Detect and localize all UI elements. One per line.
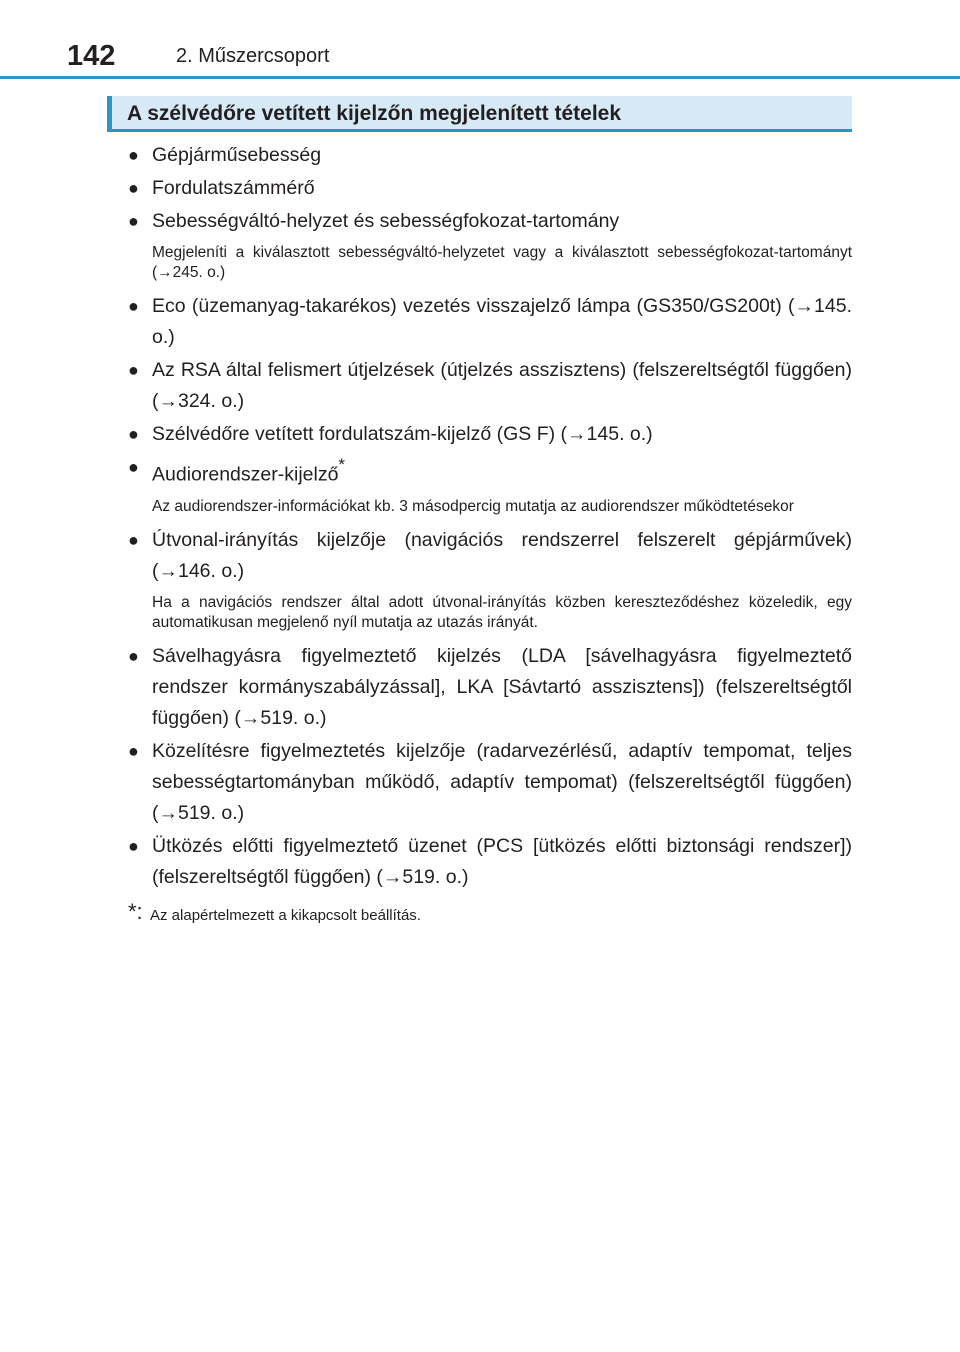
item-note: Az audiorendszer-információkat kb. 3 másodpercig mutatja az audiorendszer működtetésekor bbox=[152, 497, 794, 515]
list-item bbox=[128, 173, 852, 204]
item-text: Szélvédőre vetített fordulatszám-kijelző (GS F) (→145. o.) bbox=[152, 423, 653, 445]
list-item bbox=[128, 291, 852, 353]
footnote-marker: * bbox=[338, 455, 346, 474]
item-text: Az RSA által felismert útjelzések (útjelzés asszisztens) (felszereltségtől függően) (→324. o.) bbox=[152, 359, 852, 412]
list-item bbox=[128, 206, 852, 237]
list-item bbox=[128, 525, 852, 587]
footnote-star: *: bbox=[128, 898, 143, 924]
bullet-icon: ● bbox=[128, 178, 139, 198]
footnote-text: Az alapértelmezett a kikapcsolt beállítás. bbox=[150, 906, 421, 924]
list-item bbox=[128, 641, 852, 734]
list-item bbox=[128, 140, 852, 171]
item-text: Útvonal-irányítás kijelzője (navigációs rendszerrel felszerelt gépjárművek) (→146. o.) bbox=[152, 528, 852, 582]
bullet-icon: ● bbox=[128, 424, 139, 444]
section-heading bbox=[107, 96, 852, 132]
footnote bbox=[128, 898, 852, 927]
bullet-icon: ● bbox=[128, 529, 139, 550]
header-divider bbox=[0, 76, 960, 79]
bullet-icon: ● bbox=[128, 145, 139, 165]
item-text: Sebességváltó-helyzet és sebességfokozat-tartomány bbox=[152, 210, 620, 232]
list-item bbox=[128, 419, 852, 450]
page-header bbox=[0, 0, 960, 78]
list-item bbox=[128, 355, 852, 417]
list-item bbox=[128, 736, 852, 829]
item-text: Fordulatszámmérő bbox=[152, 177, 315, 199]
bullet-icon: ● bbox=[128, 211, 139, 231]
item-text: Sávelhagyásra figyelmeztető kijelzés (LDA [sávelhagyásra figyelmeztető rendszer kormányszabályzással], LKA [Sávtartó asszisztens]) (felszereltségtől függően) (→519. o.) bbox=[152, 644, 852, 729]
item-text: Gépjárműsebesség bbox=[152, 144, 322, 166]
bullet-icon: ● bbox=[128, 360, 139, 380]
bullet-icon: ● bbox=[128, 740, 139, 761]
item-note: Megjeleníti a kiválasztott sebességváltó-helyzetet vagy a kiválasztott sebességfokozat-tartományt (→245. o.) bbox=[152, 244, 852, 281]
list-item bbox=[128, 452, 852, 491]
chapter-title: 2. Műszercsoport bbox=[176, 45, 330, 67]
item-text: Ütközés előtti figyelmeztető üzenet (PCS [ütközés előtti biztonsági rendszer]) (felszereltségtől függően) (→519. o.) bbox=[152, 834, 852, 888]
item-text: Audiorendszer-kijelző bbox=[152, 463, 339, 486]
list-item bbox=[128, 831, 852, 893]
bullet-icon: ● bbox=[128, 835, 139, 856]
bullet-icon: ● bbox=[128, 645, 139, 666]
item-text: Eco (üzemanyag-takarékos) vezetés visszajelző lámpa (GS350/GS200t) (→145. o.) bbox=[152, 295, 852, 348]
item-text: Közelítésre figyelmeztetés kijelzője (radarvezérlésű, adaptív tempomat, teljes sebességtartományban működő, adaptív tempomat) (felszereltségtől függően) (→519. o.) bbox=[152, 739, 852, 824]
bullet-icon: ● bbox=[128, 457, 139, 477]
page-number: 142 bbox=[67, 40, 116, 72]
item-note: Ha a navigációs rendszer által adott útvonal-irányítás közben kereszteződéshez közeledik, egy automatikusan megjelenő nyíl mutatja az utazás irányát. bbox=[152, 593, 852, 631]
bullet-icon: ● bbox=[128, 296, 139, 316]
section-title: A szélvédőre vetített kijelzőn megjelenített tételek bbox=[127, 102, 622, 125]
item-list bbox=[128, 140, 852, 927]
